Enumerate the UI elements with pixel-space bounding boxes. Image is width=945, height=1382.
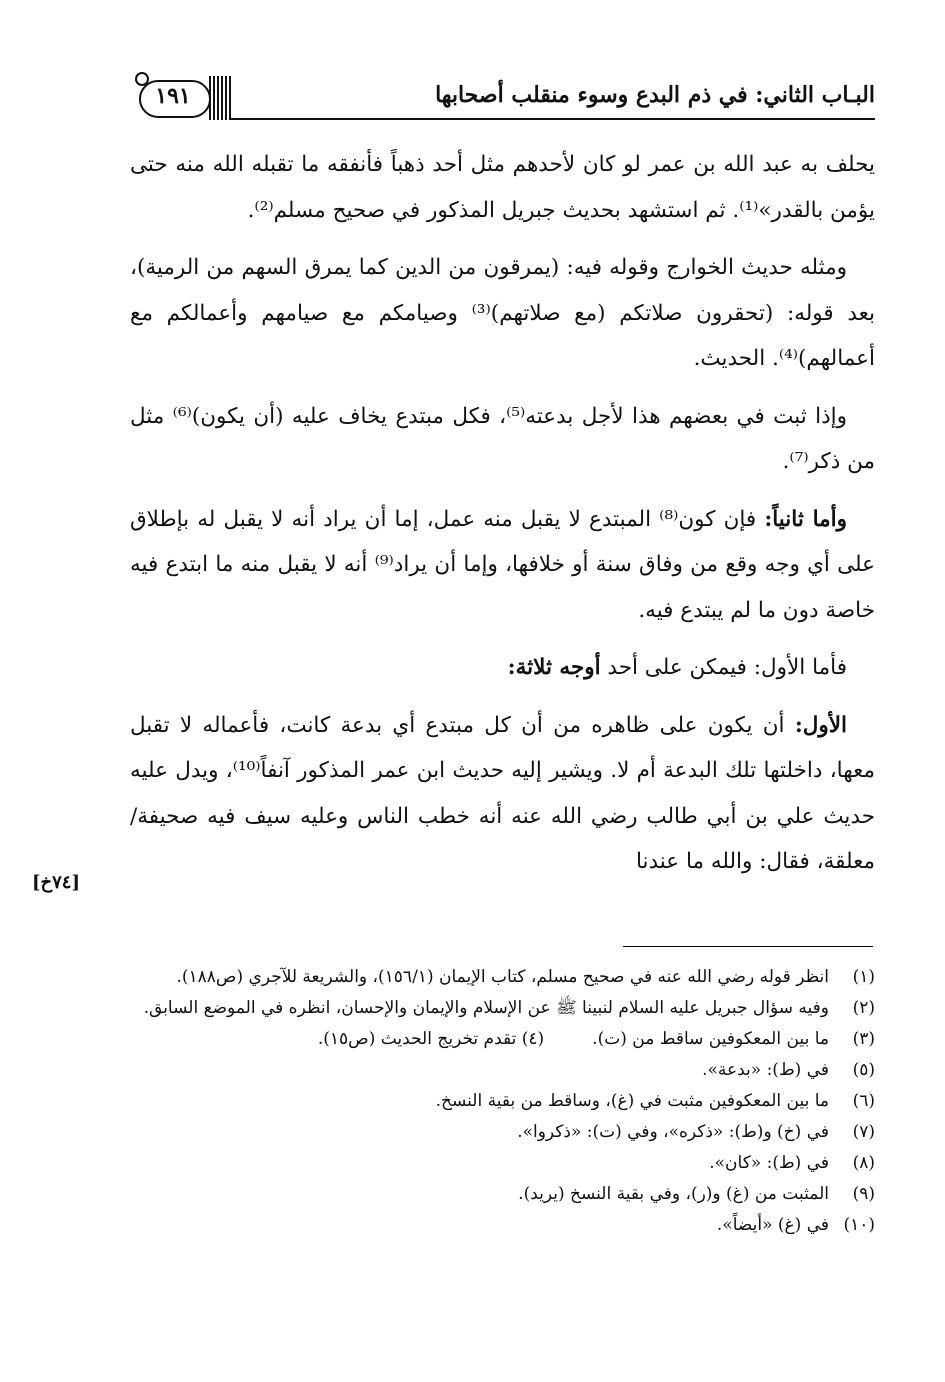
footnote-number: (٦)	[852, 1091, 875, 1111]
footnote-text: وفيه سؤال جبريل عليه السلام لنبينا ﷺ عن الإسلام والإيمان والإحسان، انظره في الموضع السابق.	[143, 998, 829, 1018]
footnote-number: (٣)	[852, 1029, 875, 1049]
footnote-rule	[623, 946, 873, 947]
paragraph-6-lead: الأول:	[794, 712, 847, 738]
footnote-text: في (خ) و(ط): «ذكره»، وفي (ت): «ذكروا».	[517, 1122, 829, 1142]
footnote-pair	[130, 1024, 875, 1055]
paragraph-5-text: فأما الأول: فيمكن على أحد	[600, 655, 847, 680]
footnote-number: (٥)	[852, 1060, 875, 1080]
main-text	[130, 142, 875, 897]
footnote-number: (٧)	[852, 1122, 875, 1142]
footnote-number: (٨)	[852, 1153, 875, 1173]
footnote-number: (٤)	[521, 1029, 545, 1049]
paragraph-5-bold: أوجه ثلاثة:	[507, 655, 601, 680]
paragraph-4-lead: وأما ثانياً:	[764, 506, 847, 532]
footnote-text: في (ط): «كان».	[709, 1153, 829, 1173]
paragraph-6-text: أن يكون على ظاهره من أن كل مبتدع أي بدعة كانت، فأعماله لا تقبل معها، داخلتها تلك البدعة أم لا. ويشير إليه حديث ابن عمر المذكور آنفاً⁽¹⁰⁾، ويدل عليه حديث علي بن أبي طالب رضي الله عنه أنه خطب الناس وعليه سيف فيه صحيفة/ معلقة، فقال: والله ما عندنا	[130, 712, 876, 874]
footnote-text: المثبت من (غ) و(ر)، وفي بقية النسخ (يريد).	[518, 1184, 829, 1204]
footnote	[130, 1210, 875, 1241]
paragraph-4-text: فإن كون⁽⁸⁾ المبتدع لا يقبل منه عمل، إما أن يراد أنه لا يقبل له بإطلاق على أي وجه وقع من وفاق سنة أو خلافها، وإما أن يراد⁽⁹⁾ أنه لا يقبل منه ما ابتدع فيه خاصة دون ما لم يبتدع فيه.	[130, 506, 876, 623]
footnote	[130, 1117, 875, 1148]
footnote-number: (٩)	[852, 1184, 875, 1204]
footnote-inline	[318, 1024, 544, 1055]
footnote-text: ما بين المعكوفين مثبت في (غ)، وساقط من بقية النسخ.	[435, 1091, 829, 1111]
page-header	[135, 66, 875, 126]
paragraph-5	[130, 645, 875, 691]
paragraph-4	[130, 497, 875, 634]
footnote-text: ما بين المعكوفين ساقط من (ت).	[592, 1029, 829, 1049]
footnote-number: (١)	[852, 967, 875, 987]
footnote	[130, 1055, 875, 1086]
paragraph-2: ومثله حديث الخوارج وقوله فيه: (يمرقون من الدين كما يمرق السهم من الرمية)، بعد قوله: (تحقرون صلاتكم (مع صلاتهم)⁽³⁾ وصيامكم مع صيامهم وأعمالكم مع أعمالهم)⁽⁴⁾. الحديث.	[130, 255, 875, 371]
page-number: ١٩١	[155, 83, 191, 109]
footnote	[130, 993, 875, 1024]
page-number-ornament	[135, 72, 227, 116]
footnote	[130, 1148, 875, 1179]
paragraph-1: يحلف به عبد الله بن عمر لو كان لأحدهم مثل أحد ذهباً فأنفقه ما تقبله الله منه حتى يؤمن بالقدر»⁽¹⁾. ثم استشهد بحديث جبريل المذكور في صحيح مسلم⁽²⁾.	[130, 152, 875, 223]
footnote-number: (٢)	[852, 998, 875, 1018]
ornament-bars	[209, 76, 231, 120]
footnote	[130, 1179, 875, 1210]
footnote-text: في (ط): «بدعة».	[702, 1060, 829, 1080]
footnote-text: تقدم تخريج الحديث (ص١٥).	[317, 1029, 517, 1049]
header-rule	[230, 118, 875, 120]
paragraph-3: وإذا ثبت في بعضهم هذا لأجل بدعته⁽⁵⁾، فكل مبتدع يخاف عليه (أن يكون)⁽⁶⁾ مثل من ذكر⁽⁷⁾.	[130, 403, 875, 474]
footnotes	[130, 962, 875, 1241]
footnote-number: (١٠)	[843, 1215, 875, 1235]
footnote-text: في (غ) «أيضاً».	[716, 1215, 829, 1235]
footnote	[130, 962, 875, 993]
footnote-text: انظر قوله رضي الله عنه في صحيح مسلم، كتاب الإيمان (١٥٦/١)، والشريعة للآجري (ص١٨٨).	[176, 967, 829, 987]
running-title: البـاب الثاني: في ذم البدع وسوء منقلب أصحابها	[435, 82, 875, 108]
manuscript-margin-note: [٧٤خ]	[32, 872, 81, 893]
paragraph-6	[130, 703, 875, 885]
footnote	[130, 1086, 875, 1117]
